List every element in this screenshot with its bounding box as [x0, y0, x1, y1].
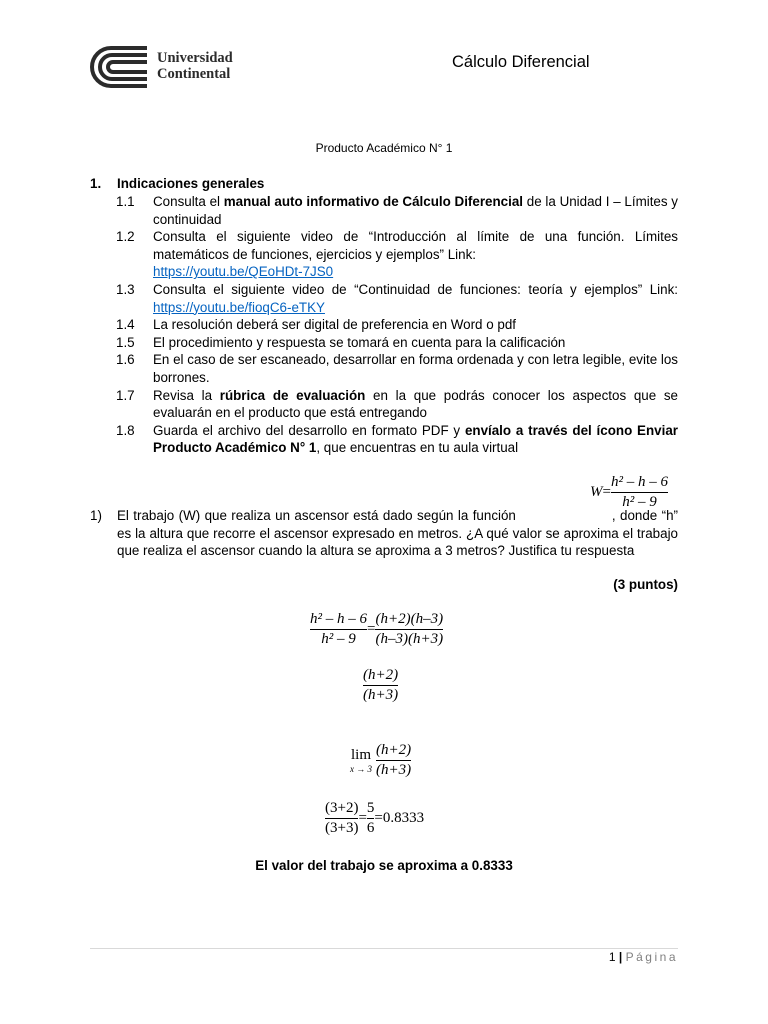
step1-left-fraction: $\frac{\text{h² – h – 6}}{\text{h² – 9}}$ — [310, 611, 367, 647]
page-number: 1 — [608, 950, 616, 964]
step4-fraction: $\frac{(3+2)}{(3+3)}$ — [325, 800, 359, 836]
formula-denominator: h² – 9 — [622, 494, 657, 510]
question-text: El trabajo (W) que realiza un ascensor está dado según la función , donde “h” es la altura que recorre el ascensor expresado en metros. ¿A qué valor se aproxima el trabajo que realiza el ascensor cuando la altura se aproxima a 3 metros? Justifica tu respuesta — [117, 508, 678, 559]
section-number: 1. — [90, 176, 102, 191]
item-text: Consulta el siguiente video de “Introducción al límite de una función. Límites matemáticos de funciones, ejercicios y ejemplos” Link: https://youtu.be/QEoHDt-7JS0 — [153, 229, 678, 280]
step4-value: =0.8333 — [374, 810, 425, 826]
video-link-2[interactable]: https://youtu.be/fioqC6-eTKY — [153, 299, 325, 315]
formula-numerator: h² – h – 6 — [610, 474, 668, 490]
item-number: 1.7 — [116, 387, 135, 403]
footer-separator: | — [618, 950, 623, 964]
logo-line2: Continental — [157, 66, 231, 82]
solution-step-4: $\frac{(3+2)}{(3+3)}$ = $\frac{5}{6}$ =0.8333 — [325, 800, 425, 836]
item-text: Consulta el manual auto informativo de Cálculo Diferencial de la Unidad I – Límites y continuidad — [153, 194, 678, 227]
step4-fraction-result: $\frac{5}{6}$ — [366, 800, 375, 836]
question-number: 1) — [90, 508, 102, 523]
item-number: 1.8 — [116, 422, 135, 438]
question-points: (3 puntos) — [613, 577, 678, 592]
list-item — [116, 334, 678, 352]
list-item — [116, 281, 678, 316]
list-item — [116, 351, 678, 386]
footer-divider — [90, 948, 678, 949]
course-title: Cálculo Diferencial — [452, 53, 590, 71]
solution-step-2 — [363, 667, 398, 704]
instructions-list — [116, 193, 678, 457]
item-number: 1.3 — [116, 281, 135, 297]
product-title: Producto Académico N° 1 — [315, 141, 453, 155]
item-number: 1.1 — [116, 194, 135, 209]
question-1 — [90, 507, 678, 560]
solution-step-1: $\frac{\text{h² – h – 6}}{\text{h² – 9}}$ = $\frac{(h+2)(h-3)}{(h-3)(h+3)}$ — [310, 611, 444, 647]
item-number: 1.4 — [116, 317, 135, 333]
step2-fraction: $\frac{(h+2)}{(h+3)}$ — [363, 667, 399, 703]
list-item — [116, 387, 678, 422]
item-text: En el caso de ser escaneado, desarrollar en forma ordenada y con letra legible, evite los borrones. — [153, 352, 678, 385]
item-number: 1.5 — [116, 334, 135, 350]
item-text: Consulta el siguiente video de “Continuidad de funciones: teoría y ejemplos” Link: https://youtu.be/fioqC6-eTKY — [153, 281, 678, 315]
logo-line1: Universidad — [157, 50, 233, 66]
item-number: 1.2 — [116, 229, 135, 245]
video-link-1[interactable]: https://youtu.be/QEoHDt-7JS0 — [153, 264, 334, 280]
item-text: Guarda el archivo del desarrollo en formato PDF y envíalo a través del ícono Enviar Producto Académico N° 1, que encuentras en tu aula virtual — [153, 422, 678, 456]
section-title: Indicaciones generales — [117, 176, 265, 191]
list-item — [116, 228, 678, 281]
step3-fraction: $\frac{(h+2)}{(h+3)}$ — [376, 742, 412, 778]
list-item — [116, 422, 678, 457]
solution-step-3 — [350, 742, 411, 779]
item-text: La resolución deberá ser digital de preferencia en Word o pdf — [153, 317, 517, 333]
formula-lhs: W — [590, 483, 603, 500]
section-heading — [90, 176, 264, 191]
item-number: 1.6 — [116, 352, 135, 368]
conclusion: El valor del trabajo se aproxima a 0.8333 — [255, 858, 513, 873]
list-item — [116, 316, 678, 334]
formula-eq: = — [602, 483, 611, 500]
item-text: El procedimiento y respuesta se tomará en cuenta para la calificación — [153, 334, 566, 350]
item-text: Revisa la rúbrica de evaluación en la que podrás conocer los aspectos que se evaluarán en el producto que está entregando — [153, 387, 678, 421]
limit-operator: lim x → 3 — [350, 747, 372, 774]
step1-right-fraction: $\frac{(h+2)(h-3)}{(h-3)(h+3)}$ — [375, 611, 444, 647]
page-label: Página — [625, 950, 678, 964]
list-item — [116, 193, 678, 228]
logo-text — [157, 50, 233, 82]
page-footer — [560, 950, 678, 964]
work-formula — [590, 474, 668, 511]
formula-fraction — [611, 474, 668, 511]
